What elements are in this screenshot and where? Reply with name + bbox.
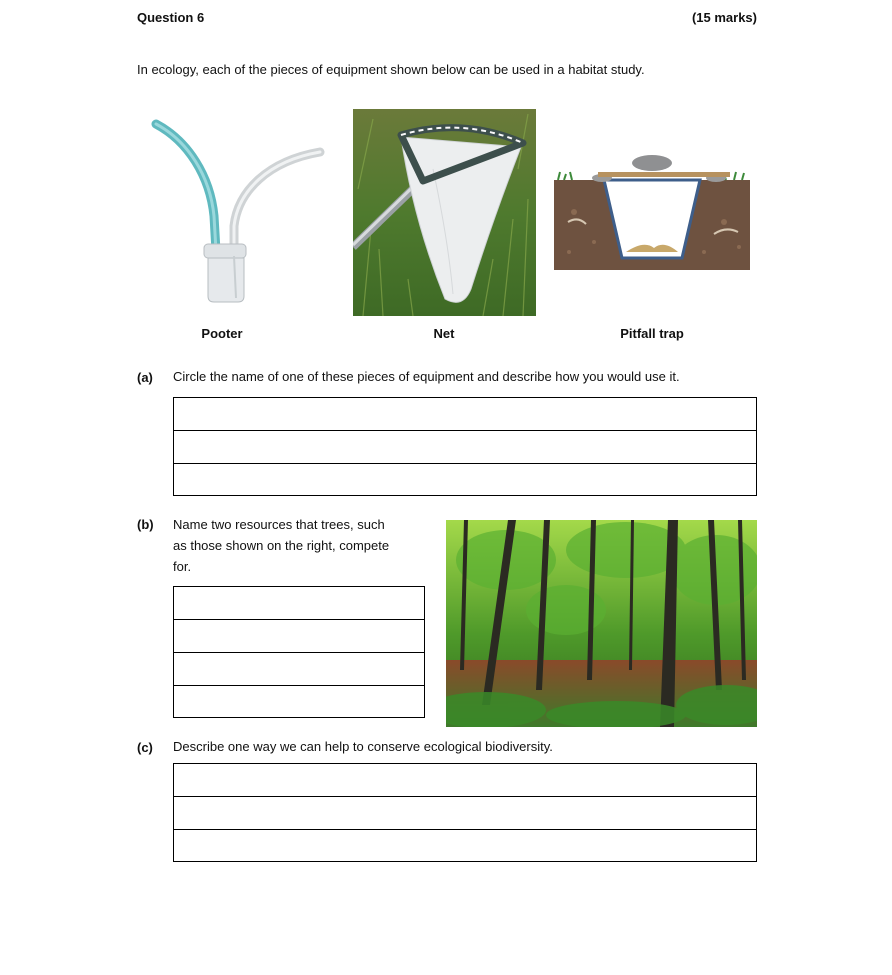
part-b-answer-box[interactable] <box>173 586 425 718</box>
answer-line[interactable] <box>174 653 424 686</box>
intro-text: In ecology, each of the pieces of equipment shown below can be used in a habitat study. <box>137 62 645 77</box>
question-marks: (15 marks) <box>691 10 757 25</box>
answer-line[interactable] <box>174 764 756 797</box>
answer-line[interactable] <box>174 431 756 464</box>
part-a-answer-box[interactable] <box>173 397 757 496</box>
pitfall-trap-image <box>554 152 750 270</box>
part-b-text-line-1: Name two resources that trees, such <box>173 517 385 532</box>
part-c-text: Describe one way we can help to conserve ecological biodiversity. <box>173 739 553 754</box>
answer-line[interactable] <box>174 620 424 653</box>
part-a-label: (a) <box>137 370 153 385</box>
part-b-text-line-2: as those shown on the right, compete <box>173 538 390 553</box>
caption-net: Net <box>433 326 455 341</box>
answer-line[interactable] <box>174 686 424 717</box>
answer-line[interactable] <box>174 797 756 830</box>
part-a-text: Circle the name of one of these pieces of equipment and describe how you would use it. <box>173 369 680 384</box>
question-title: Question 6 <box>137 10 205 25</box>
pooter-image <box>148 116 338 306</box>
answer-line[interactable] <box>174 587 424 620</box>
part-c-answer-box[interactable] <box>173 763 757 862</box>
part-c-label: (c) <box>137 740 153 755</box>
answer-line[interactable] <box>174 464 756 495</box>
answer-line[interactable] <box>174 398 756 431</box>
forest-image <box>446 520 757 727</box>
answer-line[interactable] <box>174 830 756 861</box>
net-image <box>353 109 536 316</box>
part-b-label: (b) <box>137 517 154 532</box>
part-b-text-line-3: for. <box>173 559 192 574</box>
caption-pooter: Pooter <box>201 326 243 341</box>
caption-pitfall: Pitfall trap <box>620 326 684 341</box>
